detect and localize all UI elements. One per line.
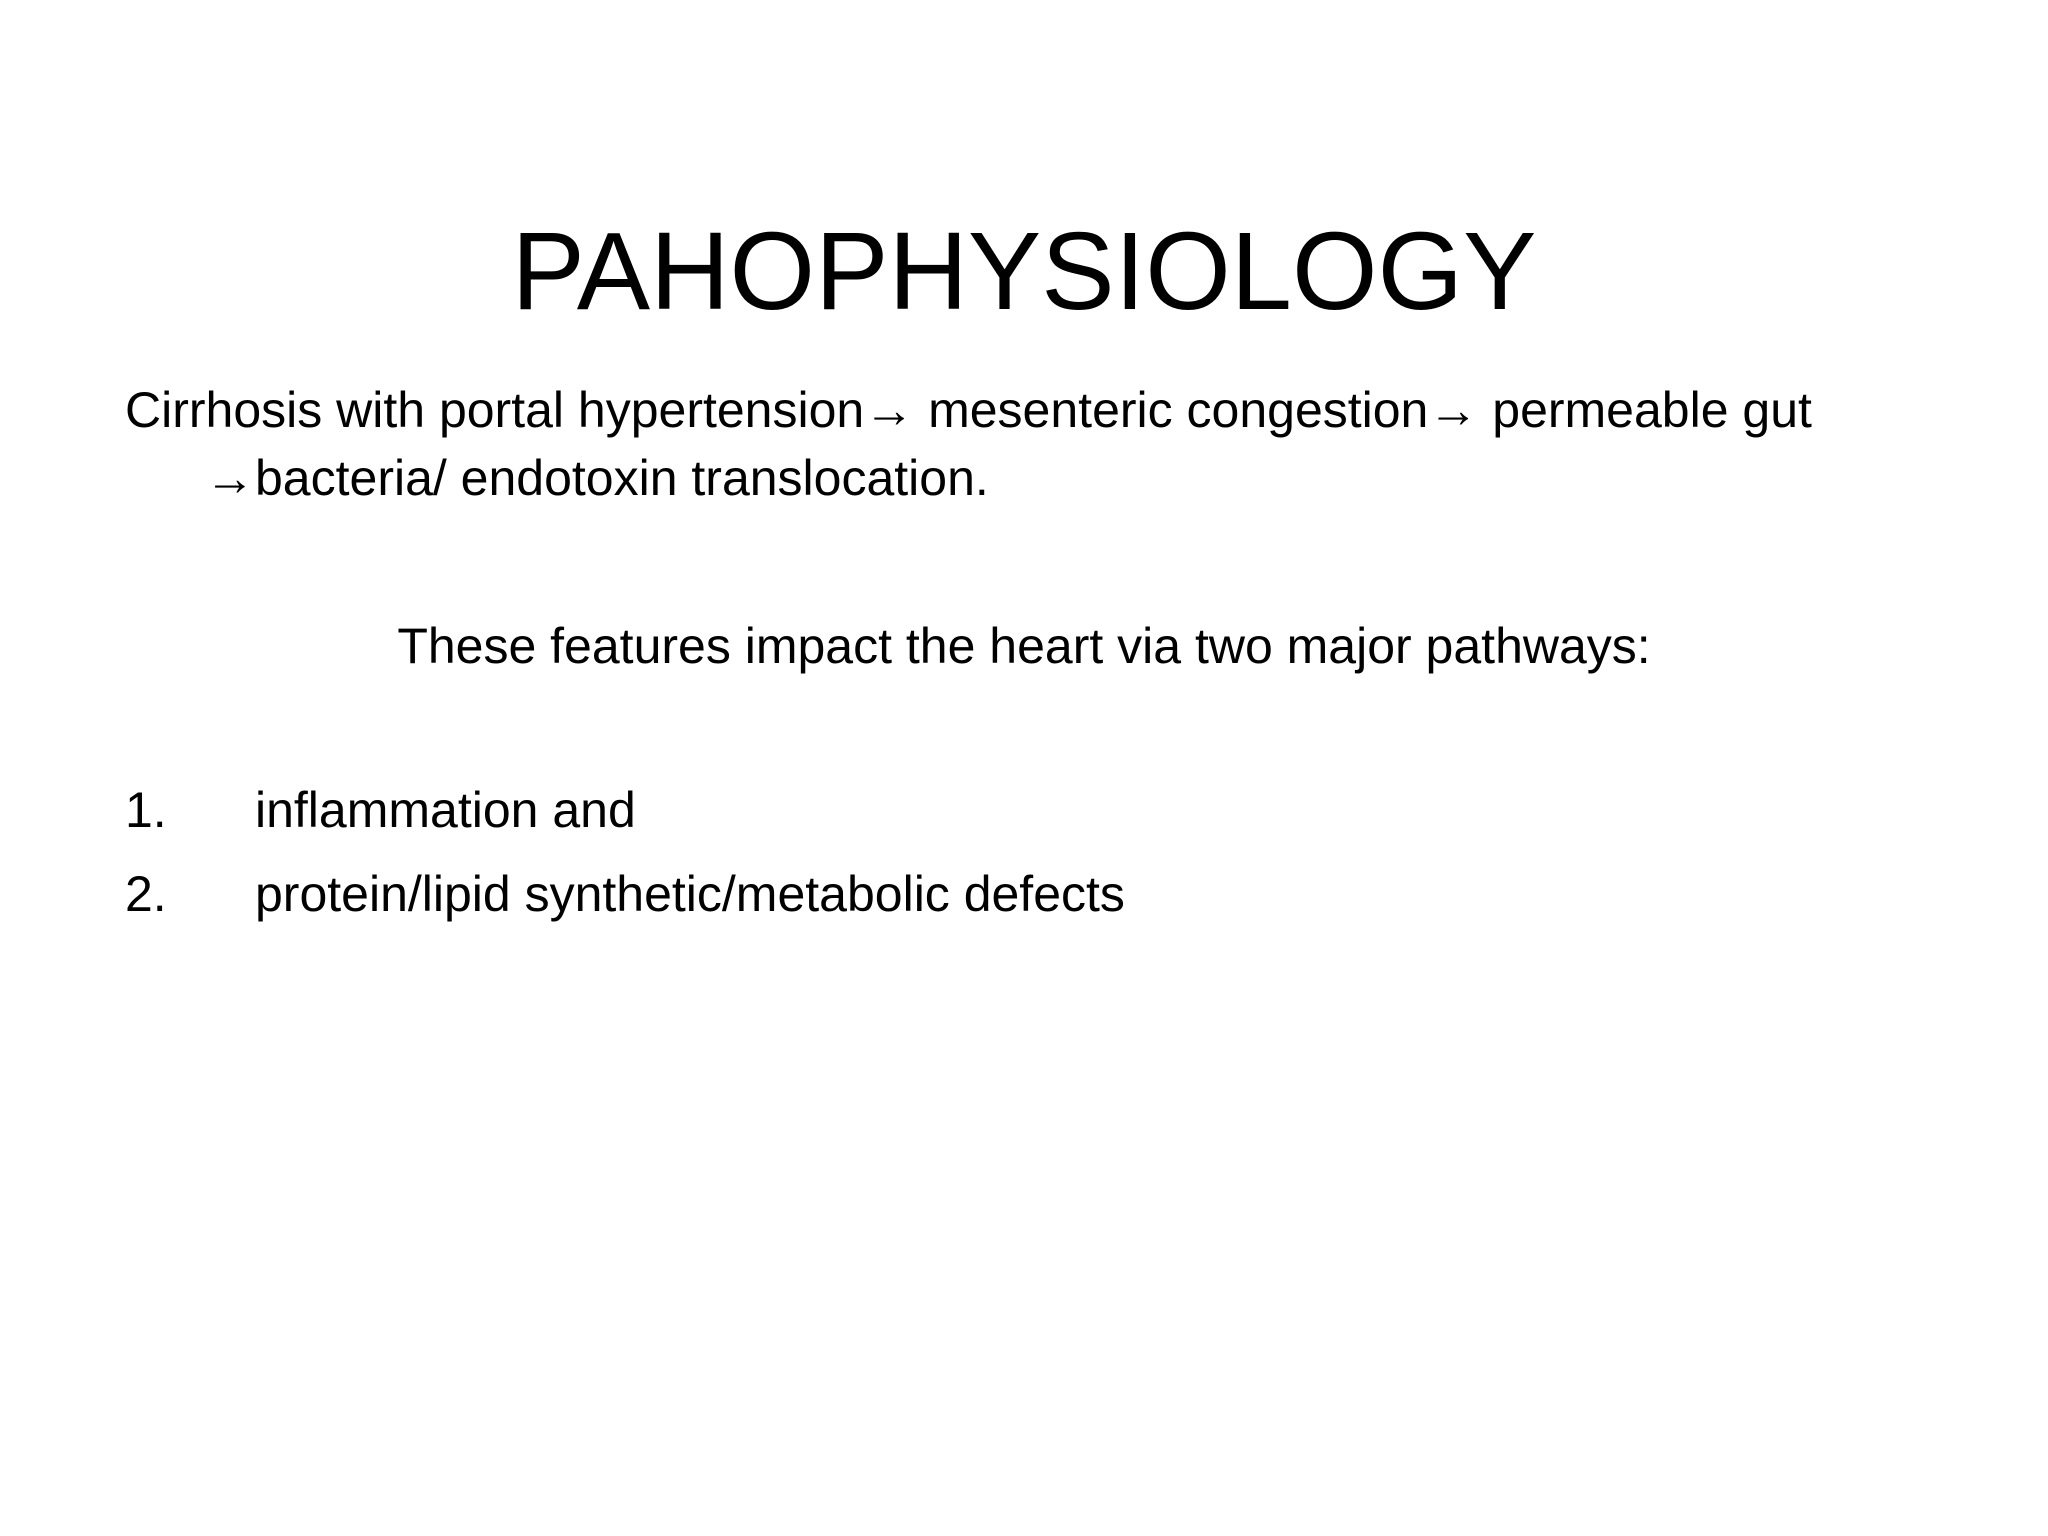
paragraph-line-2: →bacteria/ endotoxin translocation. [205, 450, 989, 506]
pathways-list [125, 776, 1925, 944]
slide-title: PAHOPHYSIOLOGY [511, 209, 1537, 333]
pathophysiology-paragraph [125, 376, 1945, 512]
list-item-text: inflammation and [255, 782, 636, 838]
list-item-number: 2. [125, 866, 167, 922]
list-item-text: protein/lipid synthetic/metabolic defects [255, 866, 1125, 922]
paragraph-line-1: Cirrhosis with portal hypertension→ mesenteric congestion→ permeable gut [125, 382, 1812, 438]
pathways-intro: These features impact the heart via two major pathways: [397, 618, 1651, 674]
list-item [125, 776, 1925, 860]
list-item-number: 1. [125, 782, 167, 838]
list-item [125, 860, 1925, 944]
